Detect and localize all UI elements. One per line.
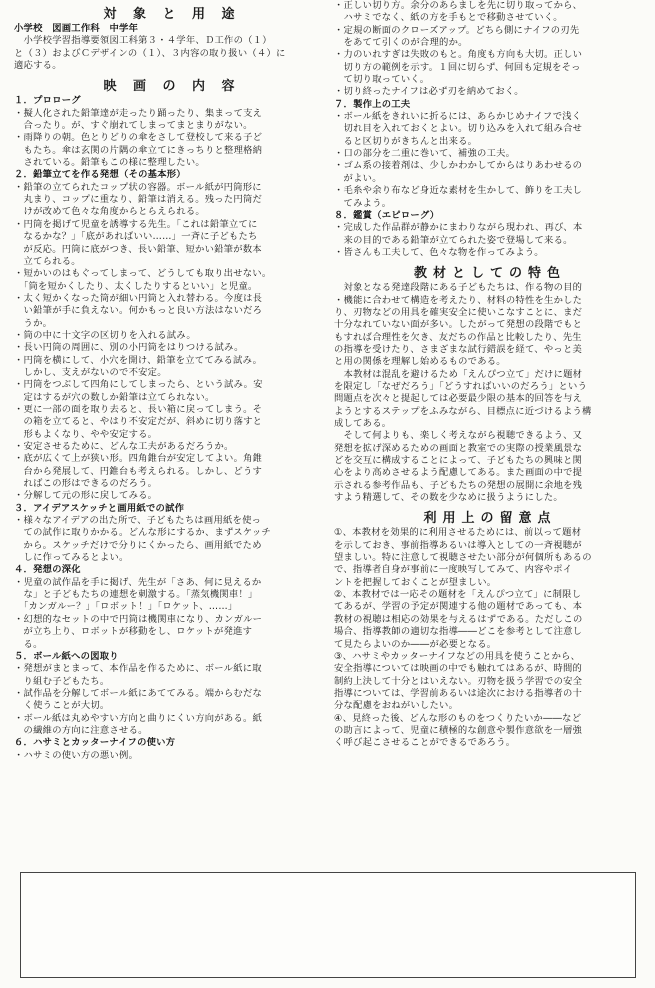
text-line: もたち。傘は玄関の片隅の傘立てにきっちりと整理格納 xyxy=(14,144,263,156)
text-line: り組む子どもたち。 xyxy=(14,675,110,687)
text-line: と（３）およびＣデザインの（１）、３内容の取り扱い（４）に xyxy=(14,47,286,59)
text-line: ・円筒を横にして、小穴を開け、鉛筆を立ててみる試み。 xyxy=(14,354,263,366)
text-line: 指導については、学習前あるいは途次における指導者の十 xyxy=(334,687,583,699)
subheading: ７．製作上の工夫 xyxy=(334,98,411,110)
text-line: ようとするステップをふみながら、目標点に近づけるよう構 xyxy=(334,405,592,417)
subheading: ４．発想の深化 xyxy=(14,564,81,576)
text-line: けが改めて色々な角度からとらえられる。 xyxy=(14,206,205,218)
text-line: ・毛糸や余り布など身近な素材を生かして、飾りを工夫し xyxy=(334,185,583,197)
text-line: うか。 xyxy=(14,317,53,329)
subheading: １．プロローグ xyxy=(14,95,81,107)
text-line: から。スケッチだけで分りにくかったら、画用紙でため xyxy=(14,539,262,551)
text-line: てみよう。 xyxy=(334,197,392,209)
text-line: をあてて引くのが合理的か。 xyxy=(334,37,468,49)
text-line: ・円筒をつぶして四角にしてしまったら、という試み。安 xyxy=(14,379,263,391)
text-line: て見たらよいのか――が必要となる。 xyxy=(334,638,497,650)
text-line: しに作ってみるとよい。 xyxy=(14,552,129,564)
text-line: ・ゴム系の接着剤は、少しかわかしてからはりあわせるの xyxy=(334,160,583,172)
text-line: ・円筒を掲げて児童を誘導する先生。「これは鉛筆立てに xyxy=(14,218,258,230)
text-line: ればこの形はできるのだろう。 xyxy=(14,478,158,490)
text-line: もすれば合理性を欠き、友だちの作品と比較したり、先生 xyxy=(334,331,582,343)
text-line: る。 xyxy=(14,638,43,650)
text-line: く使うことが大切。 xyxy=(14,700,110,712)
text-line: 分な配慮をおねがいしたい。 xyxy=(334,700,459,712)
text-line: すよう精選して、その数を少なめに扱うようにした。 xyxy=(334,492,563,504)
subheading: ３．アイデアスケッチと画用紙での試作 xyxy=(14,502,185,514)
text-line: されている。鉛筆もこの様に整理したい。 xyxy=(14,157,205,169)
text-line: り、刃物などの用具を確実安全に使いこなすことに、まだ xyxy=(334,306,583,318)
subheading: ８．鑑賞（エピローグ） xyxy=(334,209,440,221)
section-heading: 利用上の留意点 xyxy=(423,511,557,527)
text-line: 「筒を短かくしたり、太くしたりするといい」と児童。 xyxy=(14,280,258,292)
text-line: ①、本教材を効果的に利用させるためには、前以って題材 xyxy=(334,527,582,539)
text-line: 形もよくなり、やや安定する。 xyxy=(14,428,158,440)
text-line: ・長い円筒の周囲に、別の小円筒をはりつける試み。 xyxy=(14,342,244,354)
text-line: ・口の部分を二重に巻いて、補強の工夫。 xyxy=(334,148,516,160)
section-heading: 教材としての特色 xyxy=(413,266,566,282)
text-line: く呼び起こさせることができるであろう。 xyxy=(334,737,516,749)
text-line: い鉛筆が手に負えない。何かもっと良い方法はないだろ xyxy=(14,305,263,317)
text-line: 定はするが穴の数しか鉛筆は立てられない。 xyxy=(14,391,215,403)
text-line: の箱を立てると、やはり不安定だが、斜めに切り落すと xyxy=(14,416,263,428)
text-line: 小学校学習指導要領図工科第３・４学年、Ｄ工作の（１） xyxy=(14,35,272,47)
text-line: 発想を拡げ深めるための画面と教室での実際の授業風景な xyxy=(334,442,583,454)
subheading: ２．鉛筆立てを作る発想（その基本形） xyxy=(14,169,186,181)
text-line: 場合、指導教師の適切な指導――どこを参考として注意し xyxy=(334,626,583,638)
text-line: ・発想がまとまって、本作品を作るために、ボール紙に取 xyxy=(14,663,262,675)
text-line: ②、本教材では一応その題材を「えんぴつ立て」に制限し xyxy=(334,589,582,601)
subheading: ５．ボール紙への図取り xyxy=(14,650,119,662)
text-line: を限定し「なぜだろう」「どうすればいいのだろう」という xyxy=(334,380,588,392)
text-line: 「カンガルー？」「ロボット！」「ロケット、……」 xyxy=(14,601,238,613)
text-line: がよい。 xyxy=(334,172,382,184)
text-line: ・正しい切り方。余分のあらましを先に切り取ってから、 xyxy=(334,0,583,11)
text-line: 切れ目を入れておくとよい。切り込みを入れて組み合せ xyxy=(334,123,583,135)
text-line: 台から発展して、円錐台も考えられる。しかし、どうす xyxy=(14,465,263,477)
text-line: 成してある。 xyxy=(334,418,392,429)
text-line: ・分解して元の形に戻してみる。 xyxy=(14,490,158,502)
text-line: 教材の視聴は相応の効果を与えるはずである。ただしこの xyxy=(334,613,583,625)
text-line: 立てられる。 xyxy=(14,255,81,267)
text-line: ・完成した作品群が静かにまわりながら現われ、再び、本 xyxy=(334,222,583,234)
text-line: てあるが、学習の予定が関連する他の題材であっても、本 xyxy=(334,601,583,613)
text-line: ・更に一部の面を取り去ると、長い箱に戻ってしまう。そ xyxy=(14,403,263,415)
text-line: ・力のいれすぎは失敗のもと。角度も方向も大切。正しい xyxy=(334,49,583,61)
text-line: ・雨降りの朝。色とりどりの傘をさして登校して来る子ど xyxy=(14,132,263,144)
text-line: 安全指導については映画の中でも触れてはあるが、時間的 xyxy=(334,663,583,675)
text-line: しかし、支えがないので不安定。 xyxy=(14,366,167,378)
text-line: と用の関係を理解し始めるものである。 xyxy=(334,356,506,368)
text-line: 制約上決して十分とはいえない。刃物を扱う学習での安全 xyxy=(334,675,583,687)
subheading: 小学校 図画工作科 中学年 xyxy=(14,23,139,34)
text-line: 合ったり。が、すぐ崩れてしまってまとまりがない。 xyxy=(14,120,253,132)
text-line: ントを把握しておくことが望ましい。 xyxy=(334,576,497,588)
text-line: ての試作に取りかかる。どんな形にするか、まずスケッチ xyxy=(14,527,271,539)
text-line: ・様々なアイデアの出た所で、子どもたちは画用紙を使っ xyxy=(14,515,262,527)
text-line: なるかな？」「底があればいい……」一斉に子どもたち xyxy=(14,231,258,243)
text-line: 問題点を次々と提起しては必要最少限の基本的回答を与え xyxy=(334,393,583,405)
text-line: 示される参考作品も、子どもたちの発想の展開に余地を残 xyxy=(334,479,583,491)
text-line: ・筒の中に十文字の区切りを入れる試み。 xyxy=(14,329,196,341)
text-line: ・試作品を分解してボール紙にあててみる。端からむだな xyxy=(14,687,263,699)
text-line: ハサミでなく、紙の方を手もとで移動させていく。 xyxy=(334,12,563,24)
text-line: ・短かいのはもぐってしまって、どうしても取り出せない。 xyxy=(14,268,272,280)
text-line: 丸まり、コップに重なり、鉛筆は消える。残った円筒だ xyxy=(14,194,263,206)
text-line: の指導を受けたり、さまざまな試行錯誤を経て、やっと美 xyxy=(334,343,583,355)
text-line: ・ハサミの使い方の悪い例。 xyxy=(14,749,139,761)
text-line: 本教材は混乱を避けるため「えんぴつ立て」だけに題材 xyxy=(334,368,583,380)
text-line: ・底が広くて上が狭い形。四角錐台が安定してよい。角錐 xyxy=(14,453,263,465)
text-line: ・児童の試作品を手に掲げ、先生が「さあ、何に見えるか xyxy=(14,576,262,588)
text-line: ・定規の断面のクローズアップ。どちら側にナイフの刃先 xyxy=(334,24,580,36)
text-line: ④、見終った後、どんな形のものをつくりたいか――など xyxy=(334,712,582,724)
text-line: ③、ハサミやカッターナイフなどの用具を使うことから、 xyxy=(334,650,581,662)
text-line: どを交互に構成することによって、子どもたちの興味と関 xyxy=(334,455,583,467)
text-line: 対象となる発達段階にある子どもたちは、作る物の目的 xyxy=(334,282,583,294)
text-line: そして何よりも、楽しく考えながら視聴できるよう、又 xyxy=(334,430,583,442)
text-line: が反応。円筒に底がつき、長い鉛筆、短かい鉛筆が数本 xyxy=(14,243,262,255)
text-line: ・ボール紙は丸めやすい方向と曲りにくい方向がある。紙 xyxy=(14,712,263,724)
text-line: ・切り終ったナイフは必ず刃を納めておく。 xyxy=(334,86,524,98)
text-line: ・皆さんも工夫して、色々な物を作ってみよう。 xyxy=(334,246,544,258)
text-line: て切り取っていく。 xyxy=(334,74,430,86)
text-line: で、指導者自身が事前に一度映写してみて、内容やポイ xyxy=(334,564,573,576)
text-line: ・機能に合わせて構造を考えたり、材料の特性を生かした xyxy=(334,294,583,306)
text-line: 切り方の範例を示す。１回に切らず、何回も定規をそっ xyxy=(334,61,581,73)
text-line: な」と子どもたちの連想を刺激する。「蒸気機関車！」 xyxy=(14,589,258,601)
text-line: の繊維の方向に注意させる。 xyxy=(14,724,148,736)
section-heading: 映 画 の 内 容 xyxy=(103,79,241,95)
notes-box xyxy=(20,872,636,978)
text-line: ると区切りがきちんと出来る。 xyxy=(334,135,478,147)
text-line: ・鉛筆の立てられたコップ状の容器。ボール紙が円筒形に xyxy=(14,181,262,193)
text-line: ・擬人化された鉛筆達が走ったり踊ったり、集まって支え xyxy=(14,107,263,119)
right-column xyxy=(334,0,646,750)
text-line: 望ましい。特に注意して視聴させたい部分が何個所もあるの xyxy=(334,552,592,564)
text-line: ・安定させるために、どんな工夫があるだろうか。 xyxy=(14,441,234,452)
left-column xyxy=(14,0,330,762)
text-line: 適応する。 xyxy=(14,60,62,72)
text-line: を示しておき、事前指導あるいは導入としての一斉視聴が xyxy=(334,539,582,551)
text-line: ・幻想的なセットの中で円筒は機関車になり、カンガルー xyxy=(14,613,263,625)
text-line: ・ボール紙をきれいに折るには、あらかじめナイフで浅く xyxy=(334,111,582,123)
text-line: ・太く短かくなった筒が細い円筒と入れ替わる。今度は長 xyxy=(14,292,263,304)
text-line: 十分なれていない面が多い。したがって発想の段階でもと xyxy=(334,319,583,331)
text-line: が立ち上り、ロボットが移動をし、ロケットが発進す xyxy=(14,626,253,638)
text-line: 心をより高めさせるよう配慮してある。また画面の中で提 xyxy=(334,467,583,479)
text-line: 来の目的である鉛筆が立てられた姿で登場して来る。 xyxy=(334,234,573,246)
section-heading: 対 象 と 用 途 xyxy=(103,7,241,22)
text-line: の助言によって、児童に積極的な創意や製作意欲を一層強 xyxy=(334,724,583,736)
subheading: ６．ハサミとカッターナイフの使い方 xyxy=(14,737,176,749)
